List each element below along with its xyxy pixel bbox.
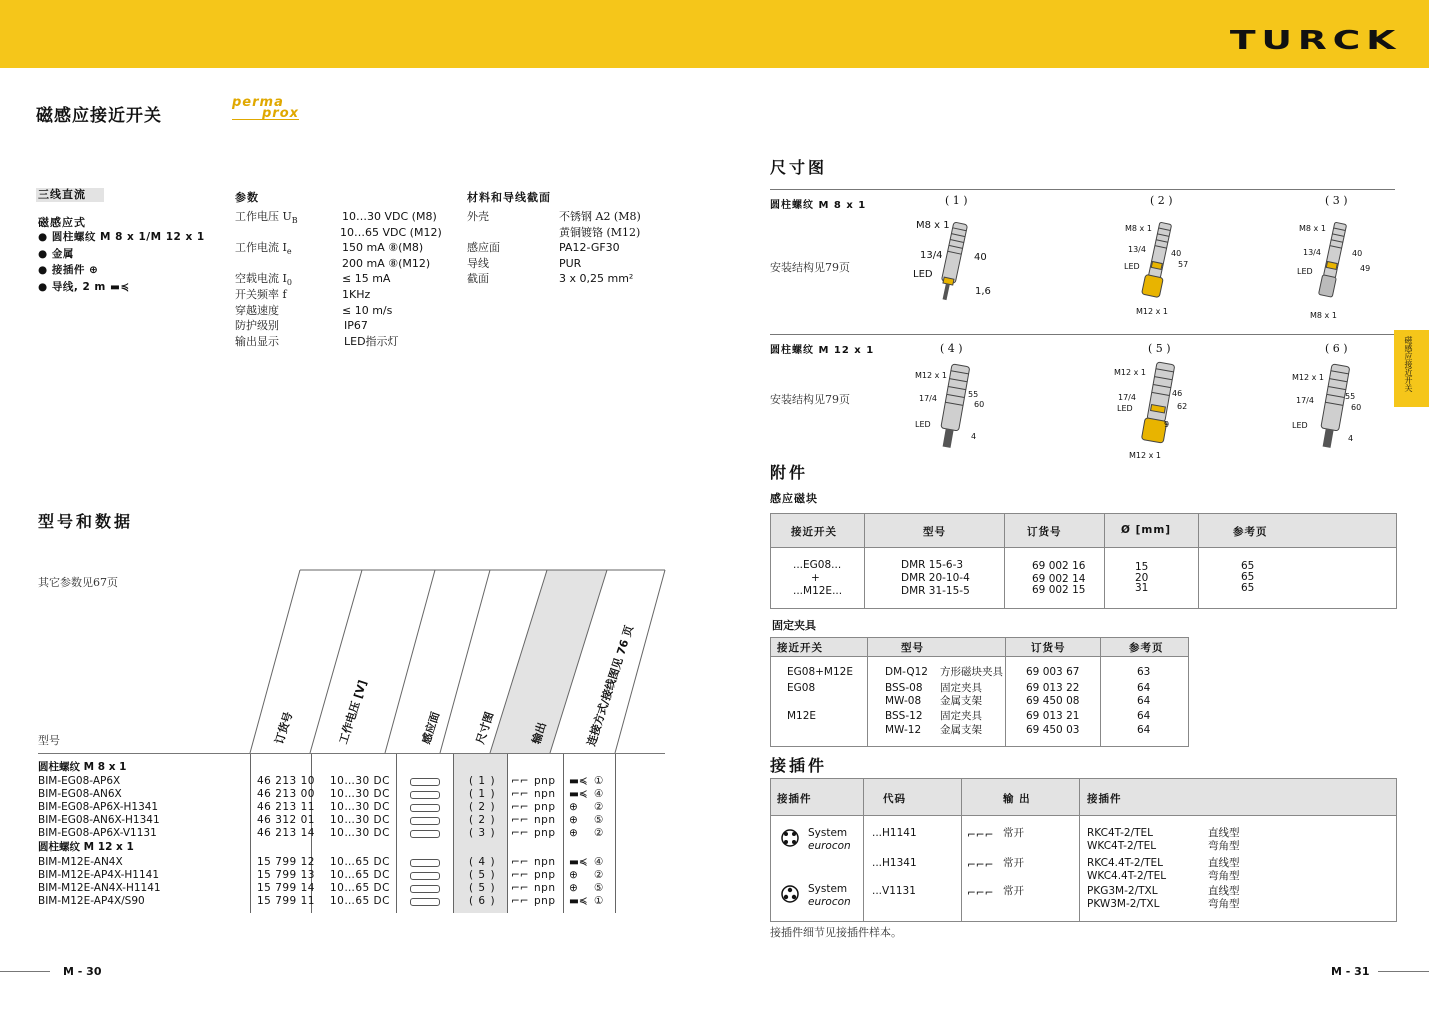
- magnet-dia: 31: [1135, 582, 1149, 594]
- fix-page: 64: [1137, 710, 1151, 722]
- switch-symbol-icon: ⌐⌐: [511, 788, 529, 801]
- sensor-body: [1148, 222, 1171, 278]
- types-title: 型号和数据: [38, 512, 134, 531]
- d4-wrench: 17/4: [919, 394, 937, 403]
- type-output: npn: [534, 814, 556, 827]
- fix-page: 64: [1137, 682, 1151, 694]
- table-rule: [38, 753, 665, 754]
- conn-type: 弯角型: [1208, 898, 1240, 910]
- type-connection-diagram: ①: [594, 775, 604, 787]
- page-title: 磁感应接近开关: [36, 106, 162, 126]
- connector-table-header: [771, 779, 1396, 816]
- param-value: ≤ 15 mA: [342, 272, 391, 286]
- conn-part: RKC4.4T-2/TEL: [1087, 857, 1163, 869]
- m12-connector-icon: [781, 829, 799, 847]
- d4-led: LED: [915, 420, 931, 429]
- d5-len1: 46: [1172, 389, 1183, 398]
- m8-label: 圆柱螺纹 M 8 x 1: [770, 200, 867, 211]
- param-value: 10…65 VDC (M12): [340, 225, 442, 239]
- conn-type: 弯角型: [1208, 840, 1240, 852]
- top-banner: [0, 0, 1429, 68]
- dim-rule: [770, 189, 1395, 190]
- connector-table: [770, 778, 1397, 922]
- d2-wrench: 13/4: [1128, 245, 1146, 254]
- type-dimension: ( 4 ): [469, 856, 496, 868]
- d1-thread: M8 x 1: [916, 220, 950, 231]
- fix-order: 69 450 03: [1026, 724, 1080, 736]
- magnet-head-switch: 接近开关: [791, 526, 837, 538]
- cable: [943, 284, 950, 300]
- fix-desc: 金属支架: [940, 695, 982, 707]
- drawing-label-5: ( 5 ): [1148, 342, 1171, 355]
- switch-symbol-icon: ⌐⌐: [511, 856, 529, 868]
- type-dimension: ( 1 ): [469, 788, 496, 801]
- param-value: 1KHz: [342, 288, 371, 301]
- page-number-left: M - 30: [63, 965, 102, 978]
- d1-length: 40: [974, 252, 987, 263]
- connection-icon: ▬≼: [569, 775, 588, 787]
- conn-part: WKC4T-2/TEL: [1087, 840, 1157, 852]
- type-model: BIM-EG08-AP6X-V1131: [38, 827, 157, 840]
- fix-table: [770, 637, 1189, 747]
- feature-text: 接插件: [51, 264, 85, 276]
- feature-item: ● 接插件 ⊕: [38, 264, 99, 276]
- magnet-table: [770, 513, 1397, 609]
- type-voltage: 10…30 DC: [330, 827, 390, 840]
- conn-part: PKG3M-2/TXL: [1087, 885, 1158, 897]
- type-dimension: ( 5 ): [469, 869, 496, 882]
- conn-part: RKC4T-2/TEL: [1087, 827, 1153, 839]
- footer-rule-right: [1378, 971, 1429, 972]
- type-output: pnp: [534, 775, 556, 787]
- fix-page: 64: [1137, 724, 1151, 736]
- col-output: 输出: [529, 720, 549, 746]
- type-order: 46 312 01: [257, 814, 315, 827]
- fix-switch: EG08+M12E: [787, 666, 853, 678]
- type-model: BIM-EG08-AN6X-H1341: [38, 814, 160, 827]
- type-dimension: ( 6 ): [469, 895, 496, 908]
- material-key: 外壳: [467, 210, 489, 223]
- d4-thread: M12 x 1: [915, 371, 947, 380]
- d3-bottom: M8 x 1: [1310, 311, 1337, 320]
- magnet-title: 感应磁块: [770, 492, 818, 505]
- fix-head-model: 型号: [901, 642, 924, 654]
- d3-len2: 49: [1360, 264, 1371, 273]
- connector-title: 接插件: [770, 756, 828, 775]
- conn-output: 常开: [1003, 827, 1024, 839]
- feature-text: 圆柱螺纹 M 8 x 1/M 12 x 1: [51, 231, 205, 243]
- sensing-face-icon: [410, 804, 440, 812]
- sensing-face-icon: [410, 778, 440, 786]
- type-voltage: 10…65 DC: [330, 895, 390, 908]
- feature-item: ● 导线, 2 m ▬≼: [38, 280, 130, 293]
- magnet-order: 69 002 15: [1032, 584, 1086, 596]
- col-order: 订货号: [272, 710, 296, 746]
- type-dimension: ( 1 ): [469, 775, 496, 787]
- fix-title: 固定夹具: [772, 619, 816, 632]
- magnet-head-dia: Ø [mm]: [1121, 524, 1172, 536]
- param-key: 空载电流 $I_0$: [235, 272, 292, 288]
- type-model: BIM-M12E-AN4X-H1141: [38, 882, 161, 895]
- type-dimension: ( 3 ): [469, 827, 496, 840]
- fix-desc: 金属支架: [940, 724, 982, 736]
- magnet-head-page: 参考页: [1233, 526, 1268, 538]
- conn-code: ...V1131: [872, 885, 916, 897]
- feature-text: 导线, 2 m: [51, 280, 106, 293]
- conn-type: 直线型: [1208, 857, 1240, 869]
- col-model: 型号: [38, 734, 60, 747]
- connector-icon: ⊕: [88, 264, 99, 276]
- fix-order: 69 003 67: [1026, 666, 1080, 678]
- type-voltage: 10…30 DC: [330, 775, 390, 787]
- param-value: 200 mA ⑧(M12): [342, 256, 431, 270]
- fix-model: BSS-08: [885, 682, 923, 694]
- material-value: 不锈钢 A2 (M8): [559, 210, 641, 223]
- fix-desc: 固定夹具: [940, 710, 982, 722]
- features-title: 磁感应式: [38, 216, 86, 229]
- type-output: pnp: [534, 869, 556, 882]
- type-model: BIM-M12E-AP4X-H1141: [38, 869, 160, 882]
- sensor-body: [1323, 222, 1346, 278]
- drawing-label-3: ( 3 ): [1325, 194, 1348, 207]
- sensing-face-icon: [410, 872, 440, 880]
- d1-led: LED: [913, 269, 933, 280]
- footer-rule-left: [0, 971, 50, 972]
- connection-icon: ⊕: [569, 869, 578, 882]
- magnet-model: DMR 31-15-5: [901, 585, 970, 597]
- magnet-model: DMR 20-10-4: [901, 572, 970, 584]
- conn-system-1: System: [808, 827, 848, 839]
- switch-symbol-icon: ⌐⌐: [511, 801, 529, 814]
- magnet-switch: ...M12E...: [793, 585, 843, 597]
- conn-head-connector: 接插件: [777, 793, 812, 805]
- d5-led: LED: [1117, 404, 1133, 413]
- type-voltage: 10…30 DC: [330, 814, 390, 827]
- type-voltage: 10…65 DC: [330, 856, 390, 868]
- d3-led: LED: [1297, 267, 1313, 276]
- feature-text: 金属: [51, 247, 74, 260]
- conn-code: ...H1141: [872, 827, 917, 839]
- dim-rule-2: [770, 334, 1395, 335]
- turck-logo: TURCK: [1229, 26, 1401, 56]
- materials-list: [467, 209, 667, 299]
- d3-len1: 40: [1352, 249, 1363, 258]
- d5-mid: 9: [1164, 420, 1170, 429]
- d3-thread: M8 x 1: [1299, 224, 1326, 233]
- switch-symbol-icon: ⌐⌐: [511, 882, 529, 895]
- d6-led: LED: [1292, 421, 1308, 430]
- params-list: [235, 209, 455, 359]
- switch-symbol-icon: ⌐⌐: [511, 827, 529, 840]
- fix-model: MW-08: [885, 695, 922, 707]
- d3-wrench: 13/4: [1303, 248, 1321, 257]
- drawing-label-2: ( 2 ): [1150, 194, 1173, 207]
- conn-type: 弯角型: [1208, 870, 1240, 882]
- param-value: 10…30 VDC (M8): [342, 210, 437, 223]
- fix-model: BSS-12: [885, 710, 923, 722]
- magnet-dia: 15: [1135, 561, 1149, 573]
- logo-line1: perma: [232, 95, 284, 110]
- connection-icon: ⊕: [569, 801, 578, 814]
- types-header-graphic: [240, 560, 670, 760]
- fix-model: MW-12: [885, 724, 922, 736]
- materials-title: 材料和导线截面: [467, 191, 551, 204]
- type-output: npn: [534, 856, 556, 868]
- d5-thread: M12 x 1: [1114, 368, 1146, 377]
- conn-code: ...H1341: [872, 857, 917, 869]
- material-value: PUR: [559, 256, 582, 270]
- types-table: [38, 761, 638, 911]
- param-value: LED指示灯: [344, 334, 399, 348]
- type-connection-diagram: ⑤: [594, 814, 604, 827]
- conn-head-part: 接插件: [1087, 793, 1122, 805]
- param-key: 防护级别: [235, 319, 279, 333]
- d5-len2: 62: [1177, 402, 1188, 411]
- type-output: npn: [534, 882, 556, 895]
- material-value: 3 x 0,25 mm²: [559, 272, 634, 286]
- col-dimension: 尺寸图: [473, 710, 497, 746]
- conn-system-2: System: [808, 883, 848, 895]
- type-voltage: 10…65 DC: [330, 882, 390, 895]
- material-key: 导线: [467, 256, 489, 270]
- magnet-dia: 20: [1135, 572, 1149, 584]
- switch-symbol-icon: ⌐⌐: [511, 895, 529, 908]
- connection-icon: ⊕: [569, 827, 578, 840]
- material-value: PA12-GF30: [559, 241, 620, 255]
- type-order: 15 799 11: [257, 895, 315, 908]
- conn-head-output: 输 出: [1003, 793, 1031, 805]
- type-connection-diagram: ②: [594, 869, 604, 882]
- type-output: pnp: [534, 801, 556, 814]
- col-sensing-face: 感应面: [419, 710, 443, 746]
- switch-symbol-icon: ⌐⌐⌐: [967, 887, 994, 899]
- d4-len2: 60: [974, 400, 985, 409]
- magnet-page: 65: [1241, 582, 1255, 594]
- fix-page: 63: [1137, 666, 1151, 678]
- cable-icon: ▬≼: [110, 280, 130, 293]
- connector-nut: [1142, 274, 1164, 297]
- type-model: BIM-EG08-AP6X: [38, 775, 121, 787]
- d1-cable: 1,6: [975, 286, 991, 297]
- conn-eurocon-1: eurocon: [808, 840, 851, 852]
- type-order: 46 213 10: [257, 775, 315, 787]
- param-value: ≤ 10 m/s: [342, 303, 393, 317]
- d2-len2: 57: [1178, 260, 1189, 269]
- conn-part: WKC4.4T-2/TEL: [1087, 870, 1167, 882]
- magnet-page: 65: [1241, 560, 1255, 572]
- install-note-m8: 安装结构见79页: [770, 261, 850, 274]
- d6-cable: 4: [1348, 434, 1354, 443]
- connection-icon: ▬≼: [569, 895, 588, 908]
- param-key: 工作电流 $I_e$: [235, 241, 292, 257]
- fix-desc: 方形磁块夹具: [940, 666, 1003, 678]
- param-key: 输出显示: [235, 334, 279, 348]
- feature-item: ● 圆柱螺纹 M 8 x 1/M 12 x 1: [38, 231, 205, 243]
- type-voltage: 10…30 DC: [330, 788, 390, 801]
- magnet-model: DMR 15-6-3: [901, 559, 964, 571]
- fix-page: 64: [1137, 695, 1151, 707]
- permaprox-logo: [232, 97, 299, 120]
- sensing-face-icon: [410, 898, 440, 906]
- cable: [1323, 429, 1334, 448]
- logo-line2: prox: [232, 108, 299, 120]
- fix-order: 69 450 08: [1026, 695, 1080, 707]
- connection-icon: ⊕: [569, 882, 578, 895]
- group-m8: 圆柱螺纹 M 8 x 1: [38, 761, 127, 773]
- sensing-face-icon: [410, 791, 440, 799]
- m8-connector-icon: [781, 885, 799, 903]
- type-order: 15 799 12: [257, 856, 315, 868]
- fix-head-page: 参考页: [1129, 642, 1164, 654]
- param-key: 穿越速度: [235, 303, 279, 317]
- switch-symbol-icon: ⌐⌐: [511, 814, 529, 827]
- type-output: pnp: [534, 895, 556, 908]
- type-order: 15 799 14: [257, 882, 315, 895]
- d2-bottom: M12 x 1: [1136, 307, 1168, 316]
- fix-desc: 固定夹具: [940, 682, 982, 694]
- feature-list: [38, 229, 205, 295]
- material-key: 截面: [467, 272, 489, 286]
- type-output: pnp: [534, 827, 556, 840]
- d2-len1: 40: [1171, 249, 1182, 258]
- magnet-head-model: 型号: [923, 526, 946, 538]
- magnet-head-order: 订货号: [1027, 526, 1062, 538]
- feature-item: ● 金属: [38, 247, 74, 260]
- switch-symbol-icon: ⌐⌐: [511, 775, 529, 787]
- sensing-face-icon: [410, 859, 440, 867]
- d4-cable: 4: [971, 432, 977, 441]
- conn-type: 直线型: [1208, 885, 1240, 897]
- fix-order: 69 013 21: [1026, 710, 1080, 722]
- col-voltage: 工作电压 [V]: [336, 678, 370, 746]
- drawing-label-6: ( 6 ): [1325, 342, 1348, 355]
- type-voltage: 10…30 DC: [330, 801, 390, 814]
- d2-thread: M8 x 1: [1125, 224, 1152, 233]
- connection-icon: ▬≼: [569, 856, 588, 868]
- fix-model: DM-Q12: [885, 666, 928, 678]
- magnet-switch: ...EG08...: [793, 559, 842, 571]
- fix-table-header: [771, 638, 1188, 657]
- switch-symbol-icon: ⌐⌐⌐: [967, 859, 994, 871]
- type-connection-diagram: ④: [594, 856, 604, 868]
- sensing-face-icon: [410, 830, 440, 838]
- type-dimension: ( 2 ): [469, 814, 496, 827]
- d1-wrench: 13/4: [920, 250, 943, 261]
- fix-order: 69 013 22: [1026, 682, 1080, 694]
- conn-output: 常开: [1003, 885, 1024, 897]
- connection-icon: ▬≼: [569, 788, 588, 801]
- fix-head-switch: 接近开关: [777, 642, 823, 654]
- conn-output: 常开: [1003, 857, 1024, 869]
- page-number-right: M - 31: [1331, 965, 1370, 978]
- param-value: 150 mA ⑧(M8): [342, 241, 424, 255]
- connector: [1319, 275, 1337, 297]
- type-connection-diagram: ②: [594, 827, 604, 840]
- magnet-switch: +: [811, 572, 820, 584]
- d4-len1: 55: [968, 390, 979, 399]
- type-voltage: 10…65 DC: [330, 869, 390, 882]
- types-note: 其它参数见67页: [38, 576, 118, 589]
- tag-three-wire-dc: 三线直流: [36, 188, 104, 202]
- d6-len2: 60: [1351, 403, 1362, 412]
- fix-switch: EG08: [787, 682, 816, 694]
- type-model: BIM-M12E-AN4X: [38, 856, 123, 868]
- conn-type: 直线型: [1208, 827, 1240, 839]
- cable: [943, 429, 954, 448]
- sensing-face-icon: [410, 817, 440, 825]
- conn-head-code: 代码: [883, 793, 906, 805]
- magnet-order: 69 002 16: [1032, 560, 1086, 572]
- drawing-label-1: ( 1 ): [945, 194, 968, 207]
- group-m12: 圆柱螺纹 M 12 x 1: [38, 841, 134, 853]
- connector-note: 接插件细节见接插件样本。: [770, 926, 902, 939]
- fix-head-order: 订货号: [1031, 642, 1066, 654]
- install-note-m12: 安装结构见79页: [770, 393, 850, 406]
- d2-led: LED: [1124, 262, 1140, 271]
- drawing-label-4: ( 4 ): [940, 342, 963, 355]
- type-connection-diagram: ⑤: [594, 882, 604, 895]
- dim-title: 尺寸图: [770, 158, 828, 177]
- d6-len1: 55: [1345, 392, 1356, 401]
- material-value: 黄铜镀铬 (M12): [559, 225, 641, 239]
- sensing-face-icon: [410, 885, 440, 893]
- type-order: 15 799 13: [257, 869, 315, 882]
- type-connection-diagram: ②: [594, 801, 604, 814]
- switch-symbol-icon: ⌐⌐⌐: [967, 829, 994, 841]
- d5-bottom: M12 x 1: [1129, 451, 1161, 460]
- fix-switch: M12E: [787, 710, 817, 722]
- connection-icon: ⊕: [569, 814, 578, 827]
- params-title: 参数: [235, 191, 259, 204]
- type-connection-diagram: ①: [594, 895, 604, 908]
- param-value: IP67: [344, 319, 368, 333]
- param-key: 工作电压 $U_B$: [235, 210, 298, 226]
- type-model: BIM-EG08-AP6X-H1341: [38, 801, 159, 814]
- m12-label: 圆柱螺纹 M 12 x 1: [770, 345, 875, 356]
- type-order: 46 213 00: [257, 788, 315, 801]
- magnet-order: 69 002 14: [1032, 573, 1086, 585]
- type-dimension: ( 2 ): [469, 801, 496, 814]
- d6-thread: M12 x 1: [1292, 373, 1324, 382]
- d6-wrench: 17/4: [1296, 396, 1314, 405]
- switch-symbol-icon: ⌐⌐: [511, 869, 529, 882]
- type-order: 46 213 11: [257, 801, 315, 814]
- side-tab: [1394, 330, 1429, 407]
- magnet-page: 65: [1241, 571, 1255, 583]
- type-connection-diagram: ④: [594, 788, 604, 801]
- conn-part: PKW3M-2/TXL: [1087, 898, 1160, 910]
- col-connection: 连接方式/接线图见 76 页: [584, 623, 636, 748]
- type-model: BIM-M12E-AP4X/S90: [38, 895, 145, 908]
- conn-eurocon-2: eurocon: [808, 896, 851, 908]
- type-dimension: ( 5 ): [469, 882, 496, 895]
- type-output: npn: [534, 788, 556, 801]
- side-tab-label: 磁感应接近开关: [1404, 336, 1413, 392]
- param-key: 开关频率 f: [235, 288, 287, 301]
- d5-wrench: 17/4: [1118, 393, 1136, 402]
- type-order: 46 213 14: [257, 827, 315, 840]
- accessories-title: 附件: [770, 463, 809, 482]
- type-model: BIM-EG08-AN6X: [38, 788, 122, 801]
- material-key: 感应面: [467, 241, 500, 255]
